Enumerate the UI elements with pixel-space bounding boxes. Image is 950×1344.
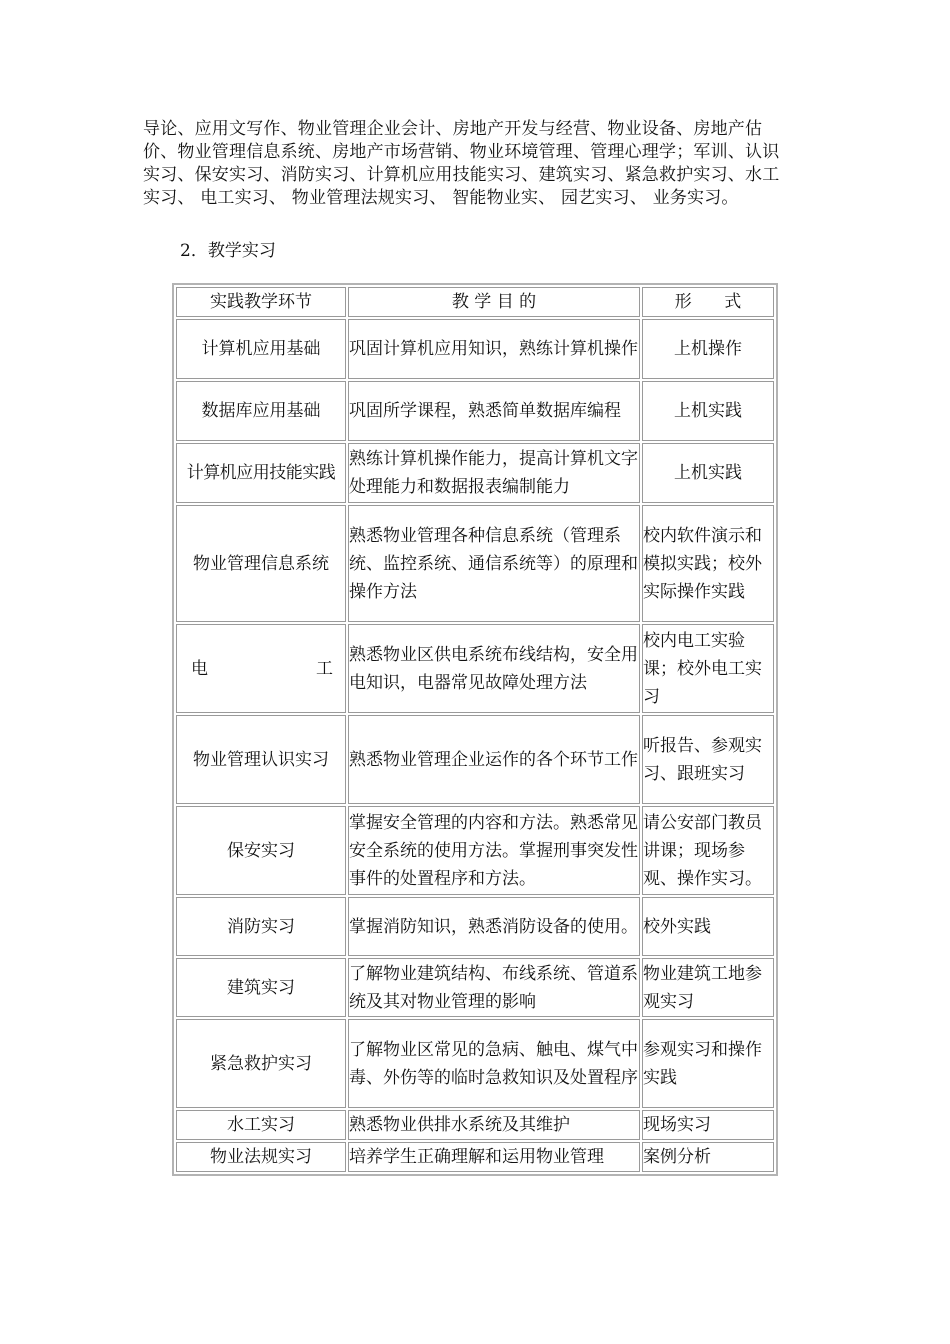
cell-purpose: 熟悉物业区供电系统布线结构，安全用电知识，电器常见故障处理方法	[348, 624, 640, 713]
cell-form: 听报告、参观实习、跟班实习	[642, 715, 774, 804]
cell-purpose: 熟悉物业管理企业运作的各个环节工作	[348, 715, 640, 804]
cell-name: 计算机应用技能实践	[176, 443, 346, 503]
table-row	[176, 806, 774, 895]
table-row	[176, 1019, 774, 1108]
table-row	[176, 624, 774, 713]
table-row	[176, 958, 774, 1017]
cell-form: 参观实习和操作实践	[642, 1019, 774, 1108]
cell-purpose: 熟练计算机操作能力，提高计算机文字处理能力和数据报表编制能力	[348, 443, 640, 503]
cell-name: 计算机应用基础	[176, 319, 346, 379]
header-form-text: 形 式	[674, 292, 742, 312]
header-cell-form	[642, 287, 774, 317]
cell-name: 消防实习	[176, 897, 346, 956]
intro-paragraph	[143, 118, 811, 210]
intro-line: 实习、保安实习、消防实习、计算机应用技能实习、建筑实习、紧急救护实习、水工	[143, 165, 780, 185]
cell-purpose: 巩固计算机应用知识，熟练计算机操作	[348, 319, 640, 379]
spread-name	[177, 655, 345, 683]
cell-form: 校内软件演示和模拟实践；校外实际操作实践	[642, 505, 774, 622]
cell-purpose: 掌握安全管理的内容和方法。熟悉常见安全系统的使用方法。掌握刑事突发性事件的处置程序和方法。	[348, 806, 640, 895]
cell-purpose: 熟悉物业供排水系统及其维护	[348, 1110, 640, 1140]
cell-name	[176, 624, 346, 713]
header-cell-name: 实践教学环节	[176, 287, 346, 317]
cell-purpose: 培养学生正确理解和运用物业管理	[348, 1142, 640, 1172]
intro-line: 导论、应用文写作、物业管理企业会计、房地产开发与经营、物业设备、房地产估	[143, 119, 763, 139]
cell-name: 紧急救护实习	[176, 1019, 346, 1108]
cell-name: 物业管理认识实习	[176, 715, 346, 804]
cell-form: 校外实践	[642, 897, 774, 956]
cell-form: 上机实践	[642, 443, 774, 503]
table-row	[176, 715, 774, 804]
name-char-2: 工	[316, 658, 333, 679]
cell-name: 物业法规实习	[176, 1142, 346, 1172]
table-row	[176, 1110, 774, 1140]
section-heading: 2．教学实习	[180, 241, 276, 261]
cell-form: 上机操作	[642, 319, 774, 379]
cell-purpose: 了解物业建筑结构、布线系统、管道系统及其对物业管理的影响	[348, 958, 640, 1017]
cell-purpose: 巩固所学课程，熟悉简单数据库编程	[348, 381, 640, 441]
practice-table	[172, 283, 778, 1176]
table-row	[176, 1142, 774, 1172]
table-header-row	[176, 287, 774, 317]
table-row	[176, 443, 774, 503]
header-cell-purpose	[348, 287, 640, 317]
cell-form: 案例分析	[642, 1142, 774, 1172]
intro-line: 价、物业管理信息系统、房地产市场营销、物业环境管理、管理心理学；军训、认识	[143, 142, 780, 162]
table-row	[176, 381, 774, 441]
table-row	[176, 319, 774, 379]
cell-form: 上机实践	[642, 381, 774, 441]
header-purpose-text: 教 学 目 的	[451, 292, 537, 312]
cell-purpose: 了解物业区常见的急病、触电、煤气中毒、外伤等的临时急救知识及处置程序	[348, 1019, 640, 1108]
cell-name: 保安实习	[176, 806, 346, 895]
name-char-1: 电	[191, 658, 208, 679]
cell-purpose: 掌握消防知识，熟悉消防设备的使用。	[348, 897, 640, 956]
cell-name: 数据库应用基础	[176, 381, 346, 441]
cell-form: 现场实习	[642, 1110, 774, 1140]
table-row	[176, 897, 774, 956]
intro-line: 实习、 电工实习、 物业管理法规实习、 智能物业实、 园艺实习、 业务实习。	[143, 188, 739, 208]
cell-name: 水工实习	[176, 1110, 346, 1140]
cell-form: 物业建筑工地参观实习	[642, 958, 774, 1017]
table-row	[176, 505, 774, 622]
cell-purpose: 熟悉物业管理各种信息系统（管理系统、监控系统、通信系统等）的原理和操作方法	[348, 505, 640, 622]
cell-name: 物业管理信息系统	[176, 505, 346, 622]
cell-form: 请公安部门教员讲课；现场参观、操作实习。	[642, 806, 774, 895]
cell-name: 建筑实习	[176, 958, 346, 1017]
cell-form: 校内电工实验课；校外电工实习	[642, 624, 774, 713]
